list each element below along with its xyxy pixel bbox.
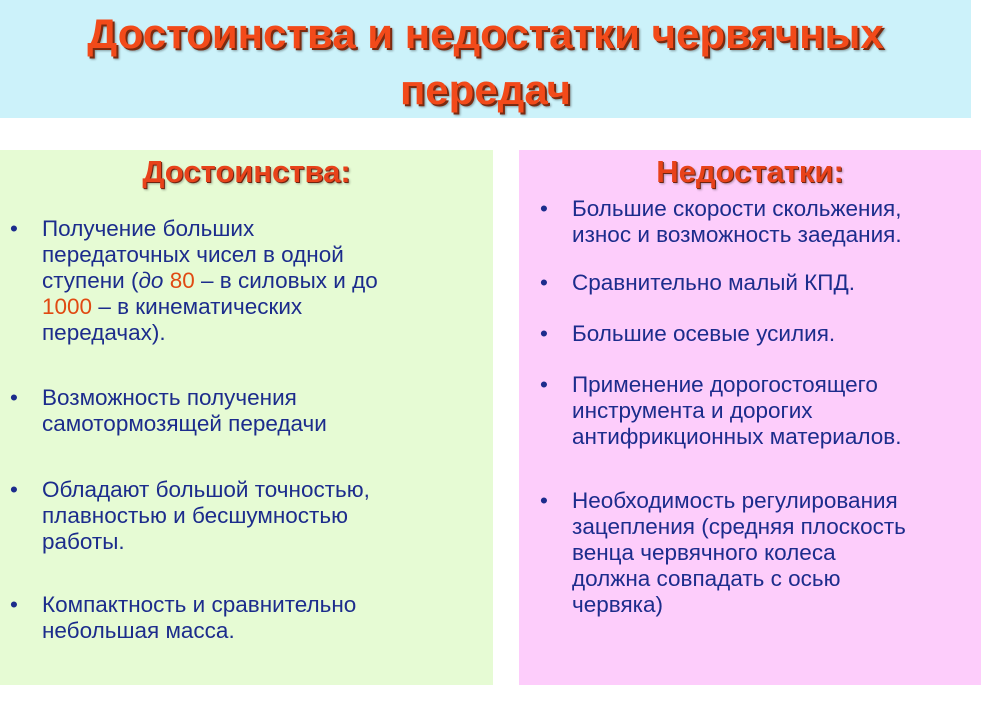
disadvantages-panel bbox=[519, 150, 981, 685]
title-banner bbox=[0, 0, 971, 118]
disadvantage-item-4 bbox=[540, 372, 980, 450]
bullet: • bbox=[10, 385, 18, 410]
disadvantage-item-2 bbox=[540, 270, 980, 296]
bullet: • bbox=[10, 216, 18, 241]
slide-title-line-1: Достоинства и недостатки червячных bbox=[87, 10, 884, 57]
advantage-item-3 bbox=[10, 477, 482, 555]
text-fragment: ступени ( bbox=[42, 268, 139, 293]
disadvantage-item-5-line-2: зацепления (средняя плоскость bbox=[572, 514, 906, 539]
disadvantage-item-3-line-1: Большие осевые усилия. bbox=[572, 321, 836, 346]
advantage-item-1-line-3 bbox=[42, 268, 378, 293]
advantage-item-4 bbox=[10, 592, 482, 644]
disadvantage-item-5 bbox=[540, 488, 980, 618]
advantage-item-4-line-1: Компактность и сравнительно bbox=[42, 592, 357, 617]
bullet: • bbox=[540, 372, 548, 397]
advantage-item-4-line-2: небольшая масса. bbox=[42, 618, 235, 643]
text-fragment: – в кинематических bbox=[92, 294, 303, 319]
highlight-number: 1000 bbox=[42, 294, 93, 319]
slide-title bbox=[0, 6, 971, 118]
advantage-item-3-line-1: Обладают большой точностью, bbox=[42, 477, 370, 502]
text-fragment: – в силовых и до bbox=[194, 268, 378, 293]
advantage-item-2-line-1: Возможность получения bbox=[42, 385, 297, 410]
advantage-item-1-line-5: передачах). bbox=[42, 320, 166, 345]
advantage-item-1-line-1: Получение больших bbox=[42, 216, 255, 241]
advantages-heading: Достоинства: bbox=[142, 154, 351, 189]
advantage-item-1 bbox=[10, 216, 482, 346]
advantage-item-1-line-4 bbox=[42, 294, 302, 319]
bullet: • bbox=[10, 592, 18, 617]
disadvantage-item-5-line-1: Необходимость регулирования bbox=[572, 488, 898, 513]
bullet: • bbox=[540, 196, 548, 221]
advantage-item-3-line-3: работы. bbox=[42, 529, 125, 554]
disadvantages-heading: Недостатки: bbox=[656, 154, 844, 189]
italic-fragment: до bbox=[138, 268, 164, 293]
advantage-item-2 bbox=[10, 385, 482, 437]
disadvantage-item-5-line-5: червяка) bbox=[572, 592, 663, 617]
advantage-item-1-line-2: передаточных чисел в одной bbox=[42, 242, 344, 267]
disadvantage-item-4-line-1: Применение дорогостоящего bbox=[572, 372, 878, 397]
disadvantage-item-3 bbox=[540, 321, 980, 347]
disadvantage-item-2-line-1: Сравнительно малый КПД. bbox=[572, 270, 855, 295]
disadvantage-item-1 bbox=[540, 196, 980, 248]
disadvantage-item-4-line-2: инструмента и дорогих bbox=[572, 398, 813, 423]
bullet: • bbox=[540, 321, 548, 346]
disadvantage-item-5-line-4: должна совпадать с осью bbox=[572, 566, 841, 591]
advantages-panel bbox=[0, 150, 493, 685]
bullet: • bbox=[10, 477, 18, 502]
advantage-item-2-line-2: самотормозящей передачи bbox=[42, 411, 327, 436]
slide-title-line-2: передач bbox=[399, 66, 572, 113]
highlight-number: 80 bbox=[169, 268, 195, 293]
bullet: • bbox=[540, 270, 548, 295]
disadvantage-item-1-line-2: износ и возможность заедания. bbox=[572, 222, 902, 247]
disadvantage-item-5-line-3: венца червячного колеса bbox=[572, 540, 836, 565]
bullet: • bbox=[540, 488, 548, 513]
disadvantage-item-1-line-1: Большие скорости скольжения, bbox=[572, 196, 902, 221]
advantage-item-3-line-2: плавностью и бесшумностью bbox=[42, 503, 348, 528]
disadvantage-item-4-line-3: антифрикционных материалов. bbox=[572, 424, 902, 449]
